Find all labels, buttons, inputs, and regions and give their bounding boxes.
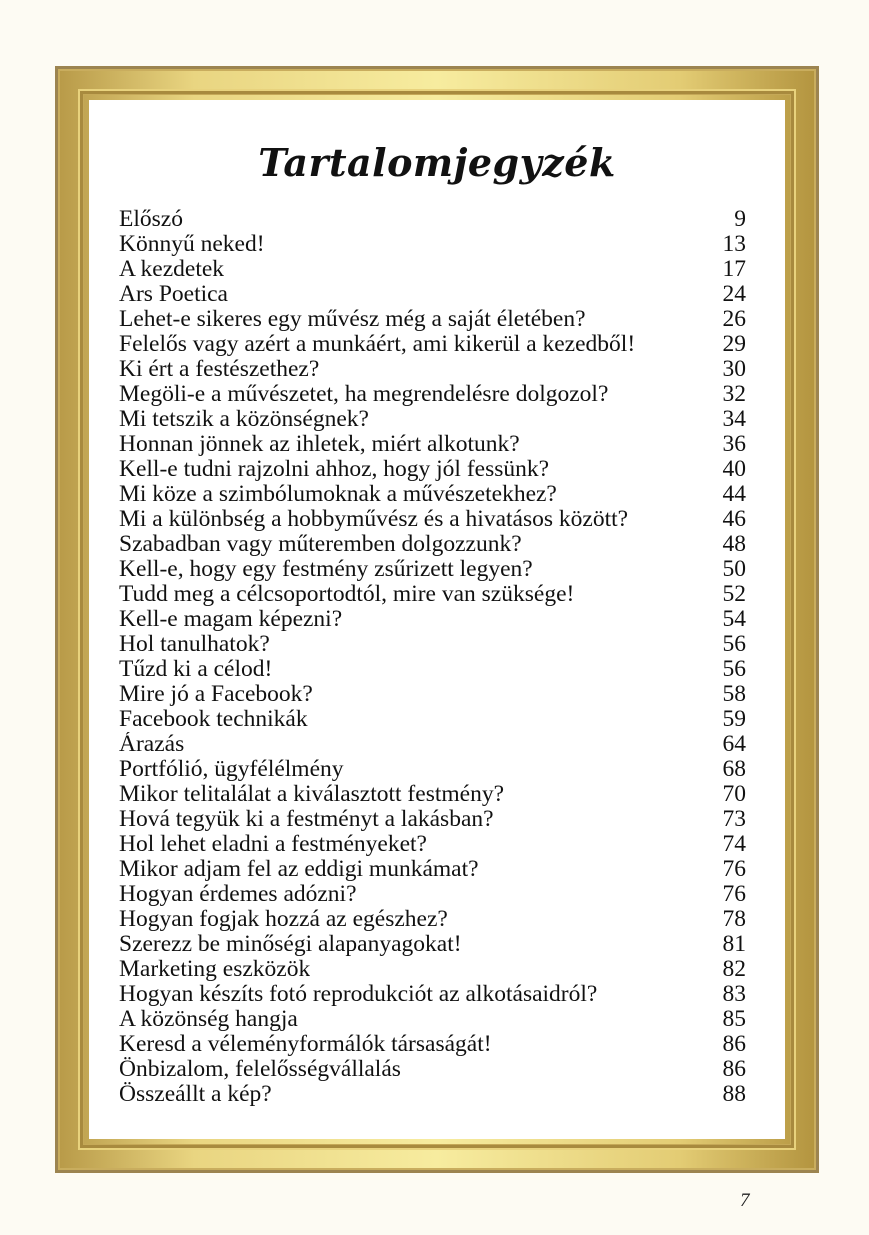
toc-entry-title: Mi köze a szimbólumoknak a művészetekhez? — [119, 482, 557, 507]
toc-entry-page: 48 — [722, 531, 746, 557]
toc-entry — [119, 582, 746, 607]
toc-entry-page: 82 — [722, 956, 746, 982]
toc-entry — [119, 407, 746, 432]
toc-entry-title: Hol lehet eladni a festményeket? — [119, 832, 427, 857]
toc-entry-page: 30 — [722, 356, 746, 382]
toc-entry-title: Mi a különbség a hobbyművész és a hivatásos között? — [119, 507, 629, 532]
toc-entry — [119, 307, 746, 332]
toc-entry-title: Tűzd ki a célod! — [119, 657, 273, 682]
toc-entry — [119, 632, 746, 657]
toc-entry-page: 26 — [722, 306, 746, 332]
toc-entry — [119, 432, 746, 457]
toc-entry-page: 56 — [722, 656, 746, 682]
toc-entry-page: 46 — [722, 506, 746, 532]
page-title: Tartalomjegyzék — [258, 140, 616, 185]
toc-entry-page: 58 — [722, 681, 746, 707]
toc-entry-page: 70 — [722, 781, 746, 807]
toc-entry-title: Hol tanulhatok? — [119, 632, 270, 657]
toc-entry-title: Tudd meg a célcsoportodtól, mire van szüksége! — [119, 582, 575, 607]
toc-entry-title: Kell-e magam képezni? — [119, 607, 343, 632]
toc-entry — [119, 532, 746, 557]
toc-entry-page: 44 — [722, 481, 746, 507]
toc-entry-page: 74 — [722, 831, 746, 857]
toc-entry-page: 17 — [722, 256, 746, 282]
toc-entry — [119, 1007, 746, 1032]
toc-entry-title: Felelős vagy azért a munkáért, ami kikerül a kezedből! — [119, 332, 636, 357]
toc-entry — [119, 257, 746, 282]
toc-entry-page: 68 — [722, 756, 746, 782]
toc-entry-title: Facebook technikák — [119, 707, 308, 732]
toc-entry-title: Keresd a véleményformálók társaságát! — [119, 1032, 492, 1057]
toc-entry — [119, 832, 746, 857]
toc-entry-title: Mikor adjam fel az eddigi munkámat? — [119, 857, 479, 882]
toc-entry-page: 9 — [734, 206, 746, 232]
toc-entry-title: Portfólió, ügyfélélmény — [119, 757, 344, 782]
toc-entry-title: A közönség hangja — [119, 1007, 298, 1032]
toc-entry-page: 78 — [722, 906, 746, 932]
toc-entry-page: 64 — [722, 731, 746, 757]
toc-entry-page: 13 — [722, 231, 746, 257]
toc-entry-page: 50 — [722, 556, 746, 582]
toc-entry — [119, 707, 746, 732]
toc-entry-page: 24 — [722, 281, 746, 307]
toc-entry-title: Hogyan érdemes adózni? — [119, 882, 357, 907]
toc-entry-page: 76 — [722, 881, 746, 907]
toc-entry-page: 76 — [722, 856, 746, 882]
toc-entry-title: Kell-e tudni rajzolni ahhoz, hogy jól fessünk? — [119, 457, 550, 482]
toc-entry-page: 86 — [722, 1056, 746, 1082]
toc-entry-title: Ars Poetica — [119, 282, 228, 307]
toc-entry — [119, 357, 746, 382]
toc-entry-title: Megöli-e a művészetet, ha megrendelésre dolgozol? — [119, 382, 609, 407]
table-of-contents — [119, 207, 746, 1107]
toc-entry — [119, 282, 746, 307]
toc-entry-title: Mi tetszik a közönségnek? — [119, 407, 369, 432]
toc-entry — [119, 657, 746, 682]
toc-entry — [119, 907, 746, 932]
content-panel — [89, 100, 785, 1139]
toc-entry-title: Hogyan készíts fotó reprodukciót az alkotásaidról? — [119, 982, 598, 1007]
toc-entry-title: A kezdetek — [119, 257, 225, 282]
toc-entry — [119, 382, 746, 407]
toc-entry-title: Marketing eszközök — [119, 957, 311, 982]
toc-entry-title: Előszó — [119, 207, 183, 232]
toc-entry-page: 34 — [722, 406, 746, 432]
toc-entry — [119, 882, 746, 907]
toc-entry — [119, 732, 746, 757]
page-number: 7 — [740, 1190, 750, 1211]
toc-entry-title: Szerezz be minőségi alapanyagokat! — [119, 932, 462, 957]
toc-entry — [119, 807, 746, 832]
toc-entry — [119, 1032, 746, 1057]
toc-entry-page: 86 — [722, 1031, 746, 1057]
toc-entry — [119, 232, 746, 257]
toc-entry-page: 81 — [722, 931, 746, 957]
toc-entry-page: 52 — [722, 581, 746, 607]
toc-entry-title: Ki ért a festészethez? — [119, 357, 320, 382]
gold-picture-frame — [55, 66, 819, 1173]
toc-entry-page: 36 — [722, 431, 746, 457]
toc-entry — [119, 682, 746, 707]
toc-entry — [119, 932, 746, 957]
toc-entry-title: Hová tegyük ki a festményt a lakásban? — [119, 807, 494, 832]
toc-entry-title: Mikor telitalálat a kiválasztott festmény? — [119, 782, 505, 807]
toc-entry-page: 54 — [722, 606, 746, 632]
toc-entry-page: 40 — [722, 456, 746, 482]
toc-entry — [119, 857, 746, 882]
toc-entry — [119, 207, 746, 232]
toc-entry-page: 32 — [722, 381, 746, 407]
toc-entry-title: Kell-e, hogy egy festmény zsűrizett legyen? — [119, 557, 533, 582]
toc-entry — [119, 607, 746, 632]
toc-entry-title: Összeállt a kép? — [119, 1082, 272, 1107]
toc-entry-title: Szabadban vagy műteremben dolgozzunk? — [119, 532, 522, 557]
toc-entry-title: Árazás — [119, 732, 185, 757]
toc-entry — [119, 957, 746, 982]
toc-entry — [119, 507, 746, 532]
toc-entry-title: Mire jó a Facebook? — [119, 682, 313, 707]
toc-entry-title: Önbizalom, felelősségvállalás — [119, 1057, 401, 1082]
toc-entry — [119, 1057, 746, 1082]
toc-entry — [119, 1082, 746, 1107]
toc-entry-title: Lehet-e sikeres egy művész még a saját életében? — [119, 307, 586, 332]
toc-entry — [119, 332, 746, 357]
toc-entry-page: 56 — [722, 631, 746, 657]
toc-entry-title: Hogyan fogjak hozzá az egészhez? — [119, 907, 448, 932]
toc-entry-page: 29 — [722, 331, 746, 357]
toc-entry — [119, 982, 746, 1007]
toc-entry-page: 88 — [722, 1081, 746, 1107]
toc-entry — [119, 782, 746, 807]
toc-entry-page: 85 — [722, 1006, 746, 1032]
toc-entry-page: 73 — [722, 806, 746, 832]
toc-entry — [119, 482, 746, 507]
toc-entry-page: 59 — [722, 706, 746, 732]
toc-entry-page: 83 — [722, 981, 746, 1007]
toc-entry — [119, 757, 746, 782]
toc-entry-title: Honnan jönnek az ihletek, miért alkotunk? — [119, 432, 520, 457]
toc-entry — [119, 457, 746, 482]
toc-entry — [119, 557, 746, 582]
toc-entry-title: Könnyű neked! — [119, 232, 265, 257]
